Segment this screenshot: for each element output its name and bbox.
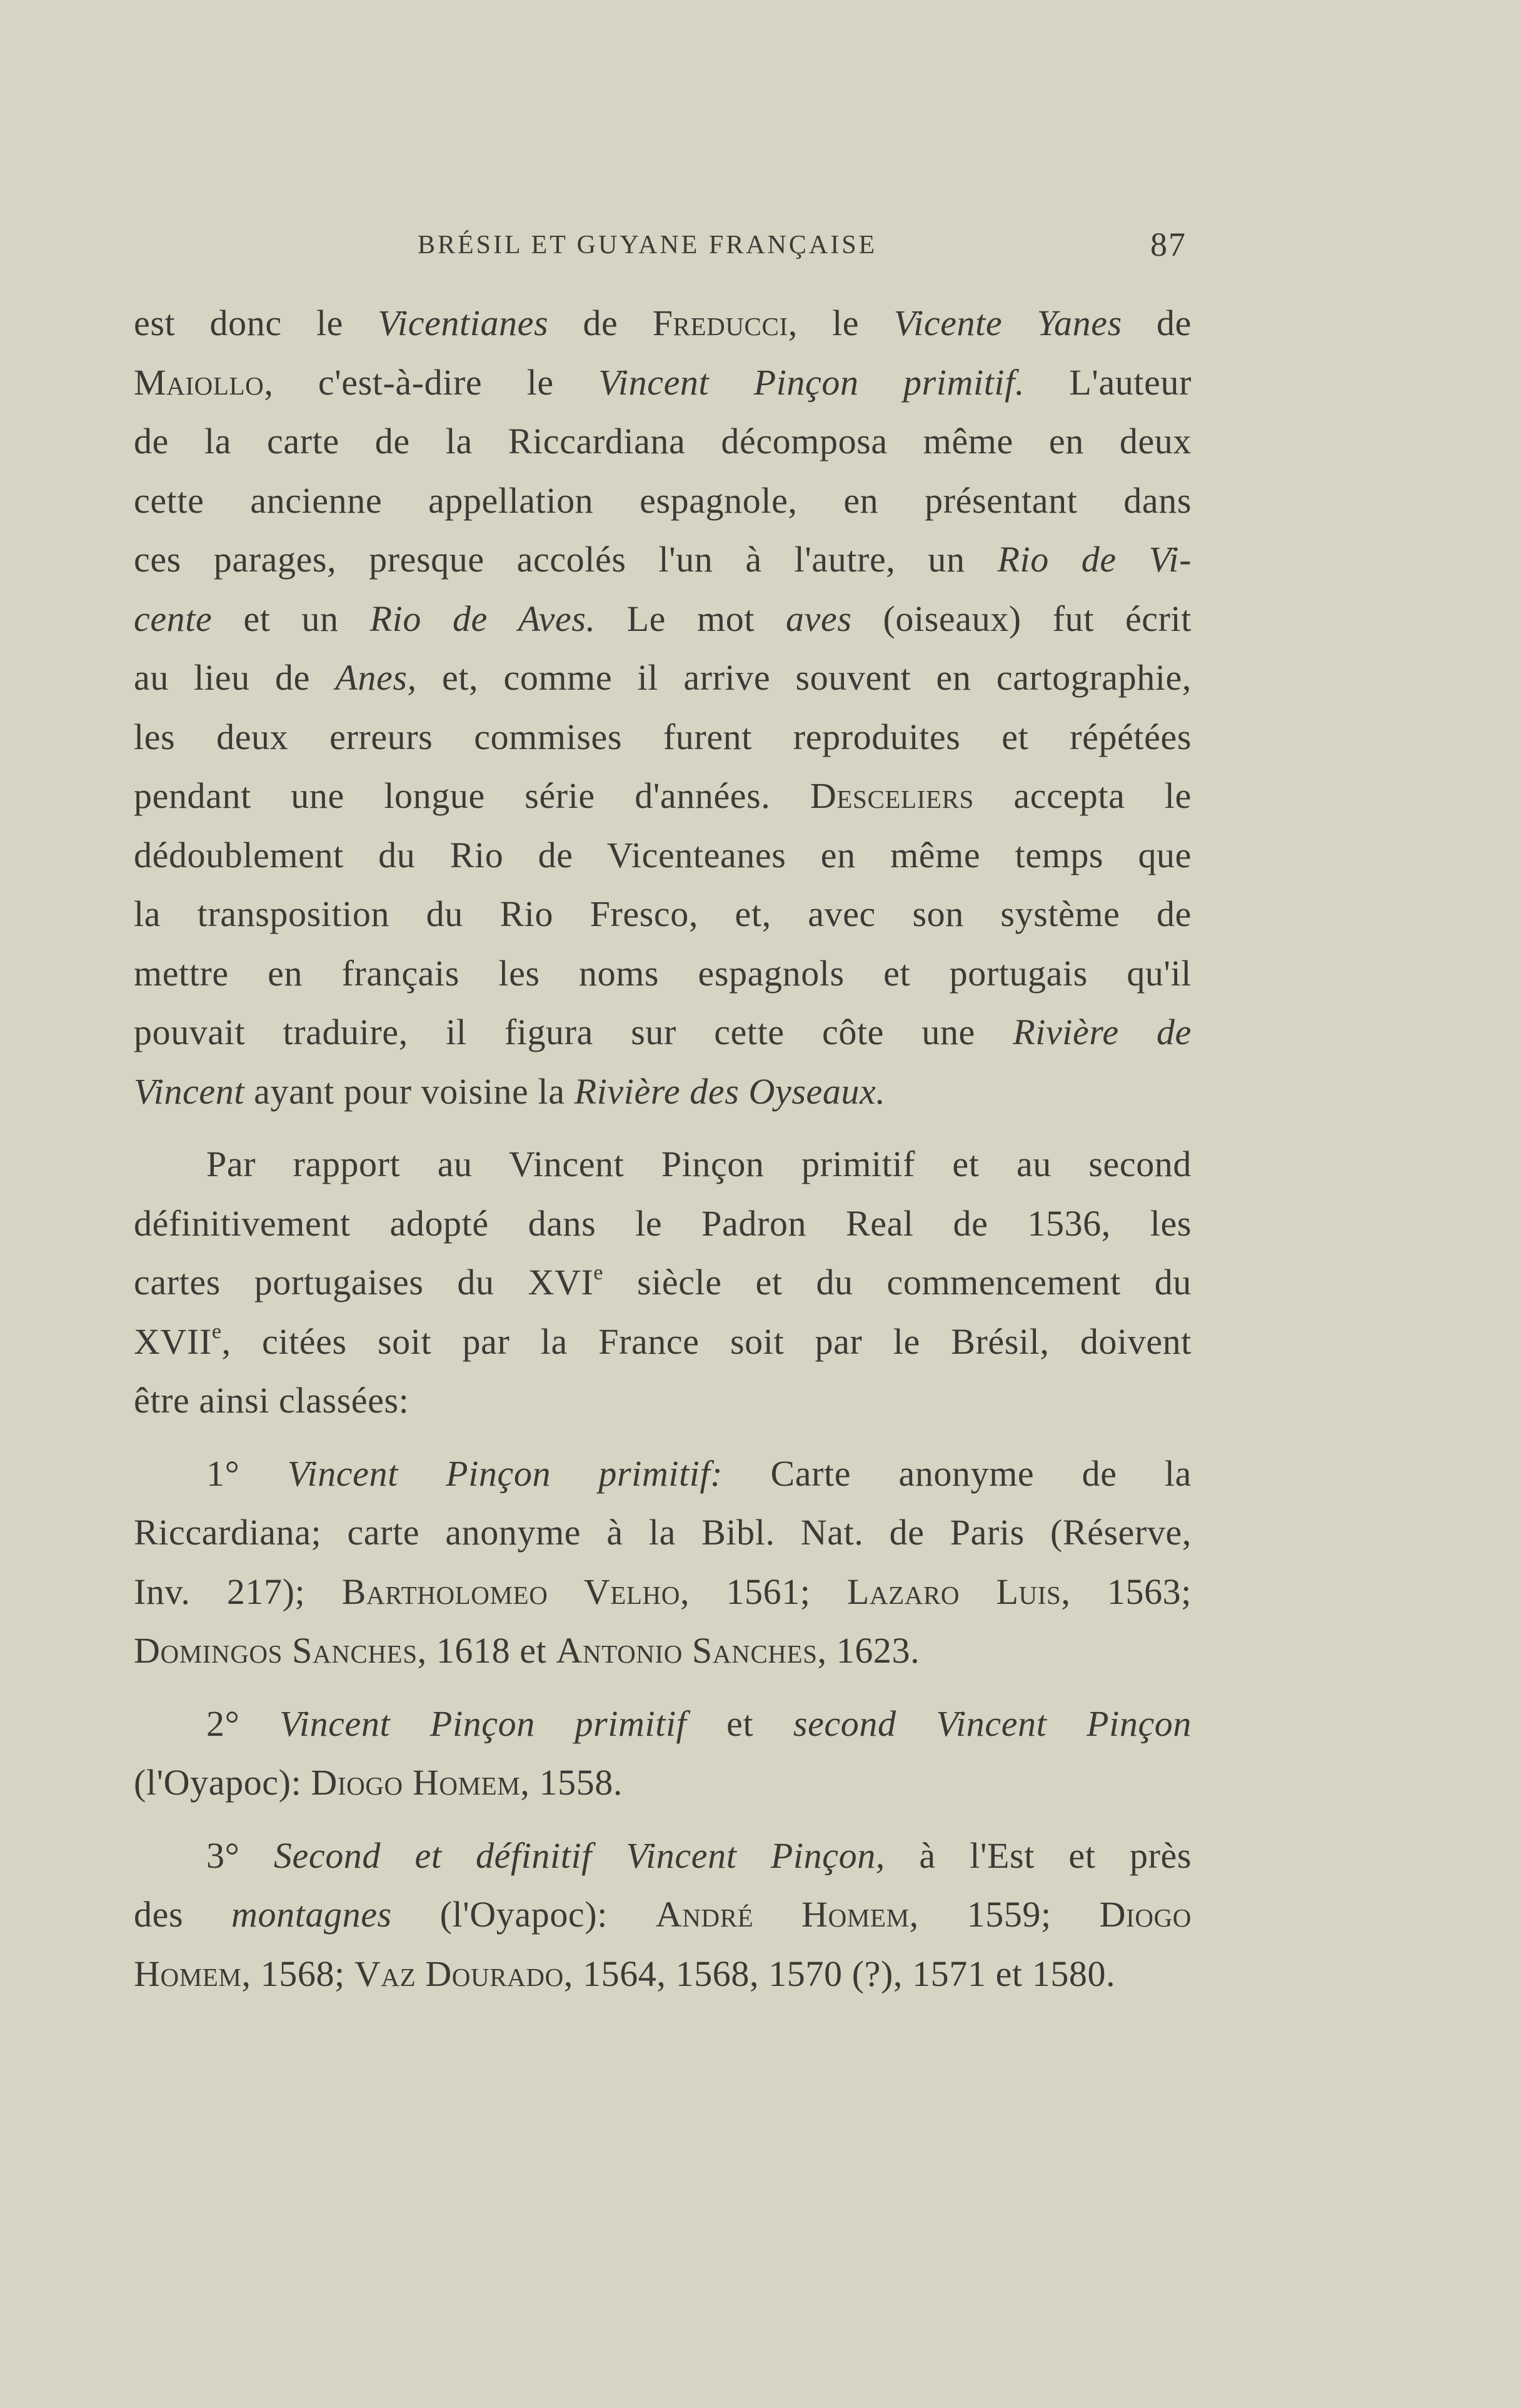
italic-text: Vincent Pinçon primitif (239, 1703, 687, 1744)
text-line (134, 1062, 1192, 1122)
text-run: cette ancienne appellation espagnole, en présentant dans (134, 480, 1192, 521)
text-run: Par rapport au Vincent Pinçon primitif et au second (206, 1144, 1192, 1184)
page-number: 87 (1150, 226, 1187, 263)
text-line (134, 1503, 1192, 1563)
text-run: est donc le (134, 303, 378, 343)
text-run: ces parages, presque accolés l'un à l'autre, un (134, 539, 998, 580)
body-text (134, 294, 1192, 2003)
text-run: de (1122, 303, 1192, 343)
superscript: e (593, 1261, 604, 1284)
small-caps-name: Vaz Dourado (354, 1953, 564, 1994)
text-run: Riccardiana; carte anonyme à la Bibl. Nat. de Paris (Réserve, (134, 1512, 1192, 1553)
text-run: des (134, 1894, 232, 1935)
text-run: pouvait traduire, il figura sur cette côte une (134, 1012, 1013, 1052)
text-line (134, 590, 1192, 649)
italic-text: Vincent (134, 1071, 245, 1112)
small-caps-name: Diogo (1099, 1894, 1192, 1935)
paragraph (134, 294, 1192, 1121)
text-run: de la carte de la Riccardiana décomposa même en deux (134, 421, 1192, 461)
text-run: siècle et du commencement du (603, 1262, 1192, 1302)
italic-text: Rio de Aves. (369, 598, 596, 639)
paragraph-gap (134, 1681, 1192, 1695)
italic-text: Rivière de (1013, 1012, 1192, 1052)
paragraph-gap (134, 1431, 1192, 1444)
text-line (134, 1885, 1192, 1945)
italic-text: aves (786, 598, 852, 639)
text-line (134, 1371, 1192, 1431)
text-run: et (686, 1703, 793, 1744)
text-line (134, 826, 1192, 885)
text-run: les deux erreurs commises furent reproduites et répétées (134, 716, 1192, 757)
text-line (134, 944, 1192, 1004)
text-run: ayant pour voisine la (244, 1071, 575, 1112)
text-line (134, 1945, 1192, 2004)
text-run: être ainsi classées: (134, 1380, 409, 1421)
text-run: , 1568; (241, 1953, 354, 1994)
text-line (134, 1444, 1192, 1504)
text-line (134, 1312, 1192, 1372)
text-run: 2° (206, 1703, 240, 1744)
text-run: (l'Oyapoc): (134, 1762, 311, 1803)
small-caps-name: Antonio Sanches (556, 1630, 818, 1671)
text-line (134, 1621, 1192, 1681)
text-line (134, 530, 1192, 590)
small-caps-name: Diogo Homem (311, 1762, 521, 1803)
text-line (134, 648, 1192, 708)
text-line (134, 471, 1192, 531)
text-line (134, 885, 1192, 944)
italic-text: Vincent Pinçon primitif: (239, 1453, 723, 1494)
text-run: dédoublement du Rio de Vicenteanes en même temps que (134, 834, 1192, 875)
text-run: Inv. 217); (134, 1571, 342, 1612)
text-run: et, comme il arrive souvent en cartographie, (416, 657, 1192, 698)
italic-text: Rio de Vi- (997, 539, 1192, 580)
small-caps-name: André Homem (655, 1894, 910, 1935)
text-run: au lieu de (134, 657, 336, 698)
text-run: , 1558. (520, 1762, 623, 1803)
paragraph (134, 1695, 1192, 1813)
text-run: XVII (134, 1321, 212, 1362)
paragraph-gap (134, 1121, 1192, 1135)
text-line (134, 1563, 1192, 1622)
text-line (134, 412, 1192, 471)
text-run: Le mot (595, 598, 786, 639)
running-title: BRÉSIL ET GUYANE FRANÇAISE (418, 231, 878, 259)
small-caps-name: Lazaro Luis (846, 1571, 1062, 1612)
italic-text: Vincent Pinçon primitif. (598, 361, 1025, 403)
text-line (134, 1253, 1192, 1312)
text-run: , citées soit par la France soit par le Brésil, doivent (221, 1321, 1192, 1362)
text-line (134, 708, 1192, 767)
text-run: Carte anonyme de la (723, 1453, 1192, 1494)
text-run: (l'Oyapoc): (391, 1894, 656, 1935)
italic-text: cente (134, 598, 213, 639)
italic-text: Rivière des Oyseaux. (574, 1071, 886, 1112)
paragraph (134, 1826, 1192, 2004)
text-line (134, 1003, 1192, 1062)
italic-text: second Vincent Pinçon (793, 1703, 1192, 1744)
small-caps-name: Bartholomeo Velho (341, 1571, 680, 1612)
paragraph (134, 1444, 1192, 1681)
small-caps-name: Freducci (652, 303, 788, 343)
text-line (134, 767, 1192, 826)
small-caps-name: Desceliers (810, 775, 974, 816)
text-run: accepta le (973, 775, 1192, 816)
superscript: e (211, 1320, 222, 1344)
text-run: 3° (206, 1835, 240, 1876)
italic-text: Vicente Yanes (893, 303, 1122, 343)
text-run: définitivement adopté dans le Padron Real de 1536, les (134, 1202, 1192, 1244)
small-caps-name: Homem (134, 1953, 242, 1994)
text-line (134, 1826, 1192, 1886)
text-run: , 1564, 1568, 1570 (?), 1571 et 1580. (563, 1953, 1116, 1994)
text-line (134, 1695, 1192, 1754)
text-run: , 1559; (909, 1894, 1100, 1935)
italic-text: montagnes (231, 1894, 392, 1935)
text-line (134, 1194, 1192, 1254)
text-line (134, 294, 1192, 353)
text-run: de (548, 303, 653, 343)
text-run: , 1618 et (417, 1630, 556, 1671)
text-run: , 1563; (1061, 1571, 1192, 1612)
small-caps-name: Maiollo (134, 361, 264, 403)
text-run: à l'Est et près (885, 1835, 1192, 1876)
page-header (418, 226, 1187, 274)
italic-text: Vicentianes (378, 303, 549, 343)
text-run: la transposition du Rio Fresco, et, avec son système de (134, 894, 1192, 934)
text-run: 1° (206, 1453, 240, 1494)
text-line (134, 1135, 1192, 1194)
text-run: mettre en français les noms espagnols et portugais qu'il (134, 952, 1192, 994)
text-run: , c'est-à-dire le (264, 361, 599, 403)
text-run: , 1561; (680, 1571, 847, 1612)
text-run: pendant une longue série d'années. (134, 775, 810, 816)
text-run: et un (212, 598, 370, 639)
text-run: (oiseaux) fut écrit (851, 598, 1192, 639)
text-line (134, 1753, 1192, 1813)
paragraph (134, 1135, 1192, 1431)
text-run: , 1623. (817, 1630, 920, 1671)
text-run: , le (788, 303, 894, 343)
small-caps-name: Domingos Sanches (134, 1630, 418, 1671)
text-line (134, 353, 1192, 413)
italic-text: Second et définitif Vincent Pinçon, (239, 1835, 885, 1876)
paragraph-gap (134, 1813, 1192, 1826)
italic-text: Anes, (335, 657, 417, 698)
text-run: cartes portugaises du XVI (134, 1262, 594, 1302)
text-run: L'auteur (1024, 361, 1192, 403)
